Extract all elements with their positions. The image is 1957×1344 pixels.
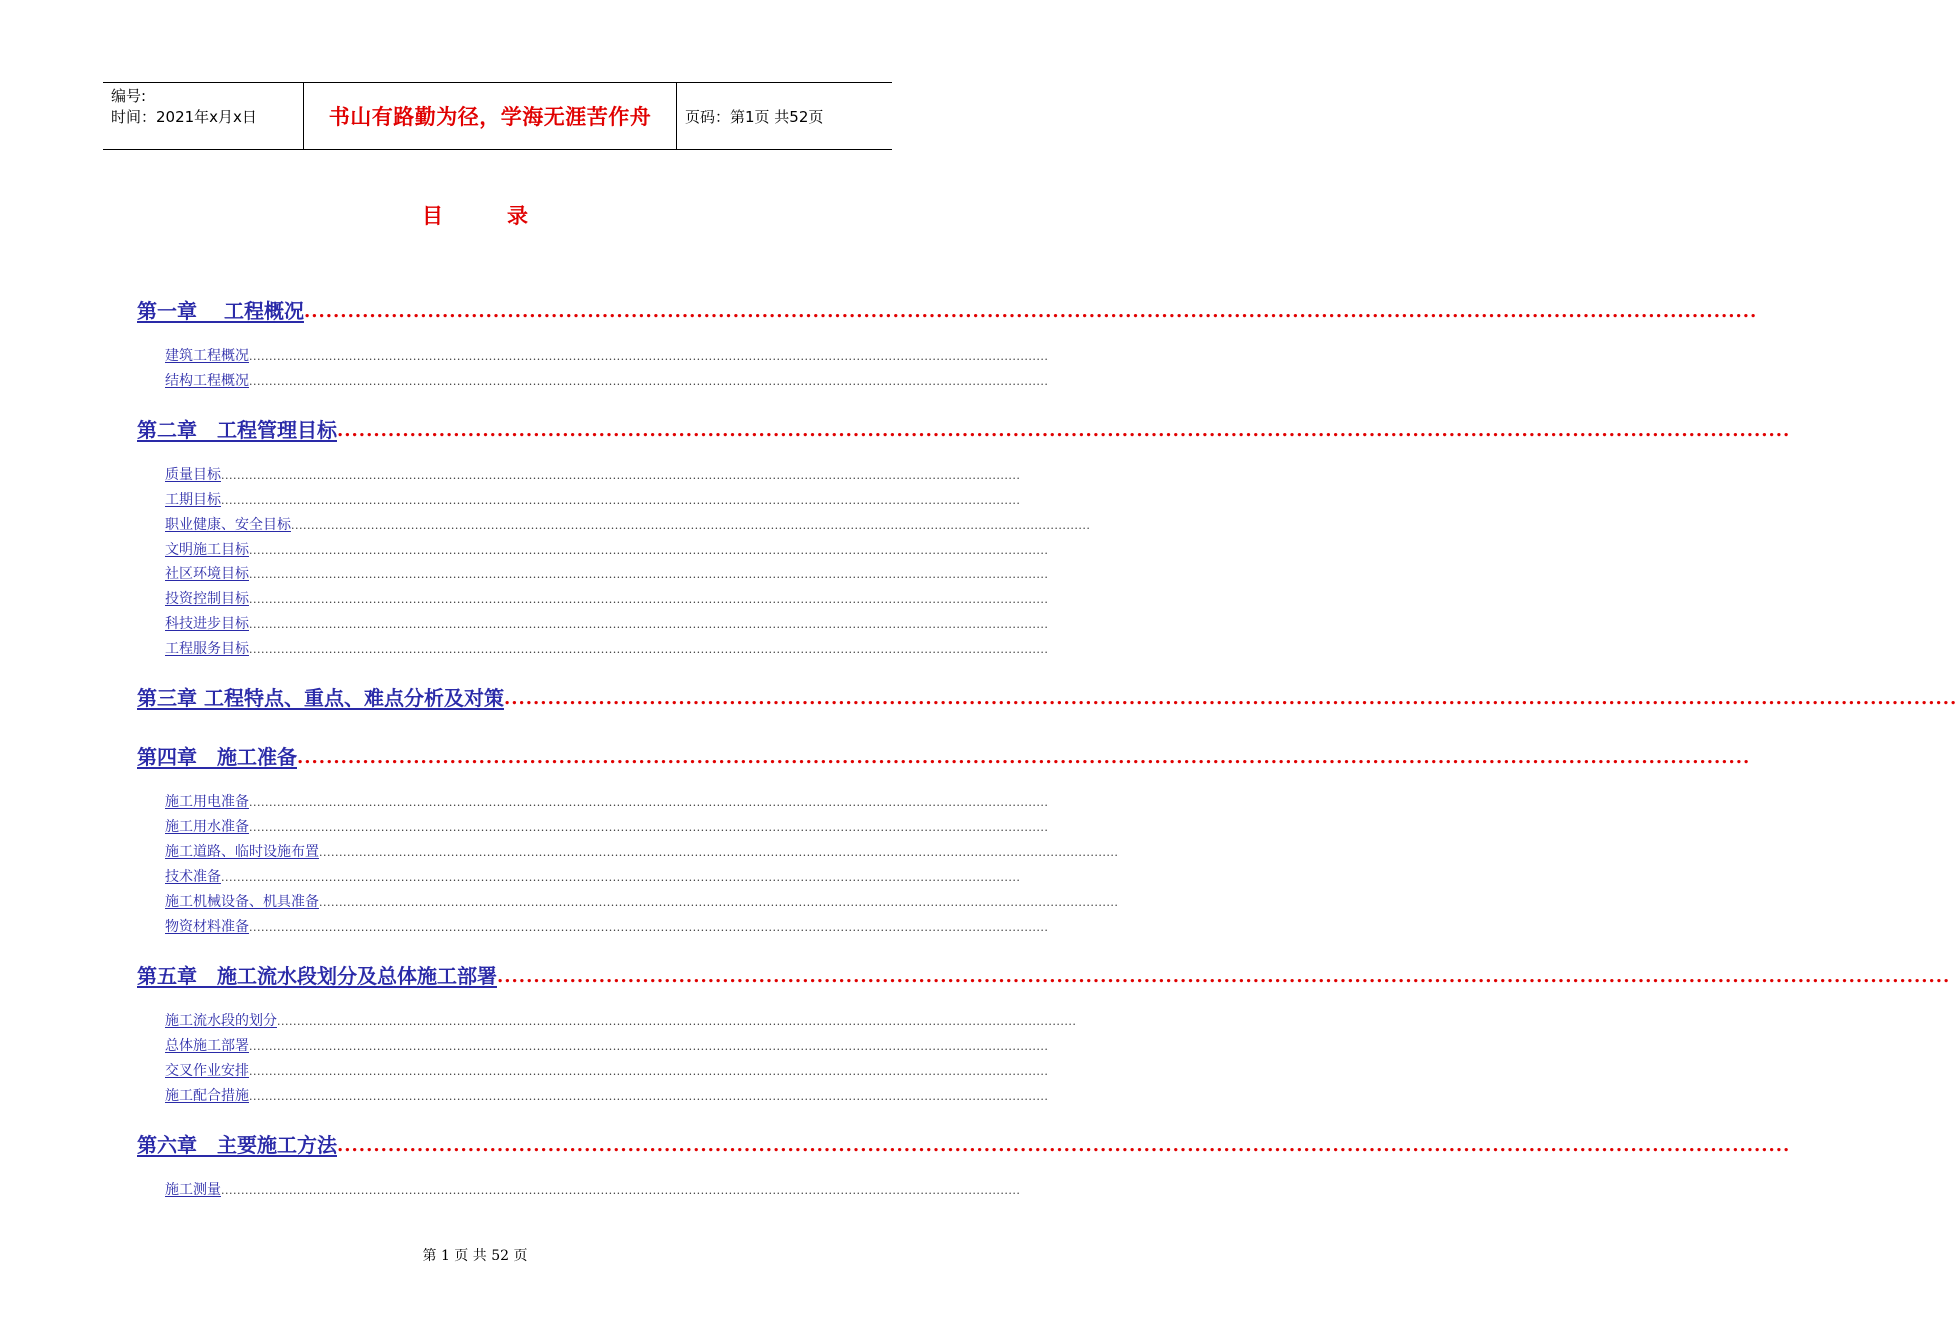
- toc-leader: ........................................................................................................................................................................................................: [319, 846, 1119, 859]
- toc-section[interactable]: [155, 916, 1049, 936]
- page-footer: 第 1 页 共 52 页: [422, 1248, 528, 1264]
- toc-leader: ........................................................................................................................................................................................................: [319, 896, 1119, 909]
- toc-section[interactable]: [155, 370, 1049, 390]
- toc-leader: ........................................................................................................................................................................................................: [221, 494, 1021, 507]
- toc-leader: ........................................................................................................................................................................................................: [277, 1015, 1077, 1028]
- toc-link[interactable]: 建筑工程概况: [165, 348, 249, 364]
- toc-leader: ........................................................................................................................................................................................................: [249, 821, 1049, 834]
- toc-section[interactable]: [155, 489, 1021, 509]
- toc-leader: ........................................................................................................................................................................................................: [221, 871, 1021, 884]
- toc-section[interactable]: [155, 539, 1049, 559]
- toc-leader: ........................................................................................................................................................................................................: [297, 747, 1751, 768]
- toc-section[interactable]: [155, 588, 1049, 608]
- toc-link[interactable]: 技术准备: [165, 869, 221, 885]
- toc-title: 目录: [422, 204, 592, 228]
- toc-leader: ........................................................................................................................................................................................................: [249, 1065, 1049, 1078]
- toc-leader: ........................................................................................................................................................................................................: [249, 593, 1049, 606]
- toc-section[interactable]: [155, 1085, 1049, 1105]
- toc-leader: ........................................................................................................................................................................................................: [291, 519, 1091, 532]
- toc-link[interactable]: 第四章 施工准备: [137, 745, 297, 769]
- page-header: [103, 82, 892, 150]
- toc-link[interactable]: 第一章 工程概况: [137, 299, 304, 323]
- toc-leader: ........................................................................................................................................................................................................: [249, 1040, 1049, 1053]
- toc-chapter-4[interactable]: [137, 740, 1751, 770]
- toc-section[interactable]: [155, 464, 1021, 484]
- toc-link[interactable]: 总体施工部署: [165, 1038, 249, 1054]
- toc-leader: ........................................................................................................................................................................................................: [221, 1184, 1021, 1197]
- toc-leader: ........................................................................................................................................................................................................: [249, 921, 1049, 934]
- toc-chapter-1[interactable]: [137, 294, 1758, 324]
- toc-section[interactable]: [155, 891, 1119, 911]
- toc-leader: ........................................................................................................................................................................................................: [249, 375, 1049, 388]
- toc-link[interactable]: 结构工程概况: [165, 373, 249, 389]
- toc-section[interactable]: [155, 514, 1091, 534]
- toc-section[interactable]: [155, 1179, 1021, 1199]
- header-page-info: 页码：第1页 共52页: [685, 107, 824, 126]
- toc-leader: ........................................................................................................................................................................................................: [249, 350, 1049, 363]
- toc-link[interactable]: 第六章 主要施工方法: [137, 1133, 337, 1157]
- number-label: 编号:: [111, 87, 147, 105]
- toc-section[interactable]: [155, 613, 1049, 633]
- toc-section[interactable]: [155, 866, 1021, 886]
- toc-section[interactable]: [155, 1060, 1049, 1080]
- toc-link[interactable]: 施工配合措施: [165, 1088, 249, 1104]
- toc-link[interactable]: 工程服务目标: [165, 641, 249, 657]
- toc-link[interactable]: 施工用电准备: [165, 794, 249, 810]
- toc-section[interactable]: [155, 638, 1049, 658]
- toc-chapter-5[interactable]: [137, 959, 1951, 989]
- header-motto: 书山有路勤为径，学海无涯苦作舟: [304, 83, 677, 149]
- toc-section[interactable]: [155, 816, 1049, 836]
- toc-leader: ........................................................................................................................................................................................................: [249, 643, 1049, 656]
- toc-leader: ........................................................................................................................................................................................................: [249, 568, 1049, 581]
- toc-link[interactable]: 质量目标: [165, 467, 221, 483]
- toc-leader: ........................................................................................................................................................................................................: [249, 796, 1049, 809]
- toc-link[interactable]: 文明施工目标: [165, 542, 249, 558]
- toc-link[interactable]: 工期目标: [165, 492, 221, 508]
- toc-leader: ........................................................................................................................................................................................................: [249, 1090, 1049, 1103]
- toc-link[interactable]: 投资控制目标: [165, 591, 249, 607]
- toc-section[interactable]: [155, 1035, 1049, 1055]
- toc-leader: ........................................................................................................................................................................................................: [249, 618, 1049, 631]
- toc-leader: ........................................................................................................................................................................................................: [337, 420, 1791, 441]
- toc-link[interactable]: 施工用水准备: [165, 819, 249, 835]
- toc-section[interactable]: [155, 563, 1049, 583]
- toc-link[interactable]: 职业健康、安全目标: [165, 517, 291, 533]
- time-label: 时间：2021年x月x日: [111, 108, 257, 126]
- toc-link[interactable]: 第二章 工程管理目标: [137, 418, 337, 442]
- toc-leader: ........................................................................................................................................................................................................: [249, 544, 1049, 557]
- toc-link[interactable]: 交叉作业安排: [165, 1063, 249, 1079]
- toc-leader: ........................................................................................................................................................................................................: [221, 469, 1021, 482]
- toc-chapter-6[interactable]: [137, 1128, 1791, 1158]
- toc-link[interactable]: 施工流水段的划分: [165, 1013, 277, 1029]
- toc-link[interactable]: 施工机械设备、机具准备: [165, 894, 319, 910]
- toc-leader: ........................................................................................................................................................................................................: [303, 301, 1758, 322]
- toc-leader: ........................................................................................................................................................................................................: [503, 688, 1957, 709]
- toc-link[interactable]: 物资材料准备: [165, 919, 249, 935]
- toc-link[interactable]: 施工测量: [165, 1182, 221, 1198]
- toc-chapter-3[interactable]: [137, 681, 1957, 711]
- toc-link[interactable]: 科技进步目标: [165, 616, 249, 632]
- toc-section[interactable]: [155, 345, 1049, 365]
- toc-leader: ........................................................................................................................................................................................................: [497, 966, 1951, 987]
- toc-link[interactable]: 社区环境目标: [165, 566, 249, 582]
- toc-section[interactable]: [155, 791, 1049, 811]
- toc-link[interactable]: 第三章 工程特点、重点、难点分析及对策: [137, 686, 504, 710]
- toc-link[interactable]: 第五章 施工流水段划分及总体施工部署: [137, 964, 497, 988]
- toc-section[interactable]: [155, 841, 1119, 861]
- header-meta: [103, 83, 304, 149]
- toc-leader: ........................................................................................................................................................................................................: [337, 1135, 1791, 1156]
- toc-link[interactable]: 施工道路、临时设施布置: [165, 844, 319, 860]
- toc-section[interactable]: [155, 1010, 1077, 1030]
- toc-chapter-2[interactable]: [137, 413, 1791, 443]
